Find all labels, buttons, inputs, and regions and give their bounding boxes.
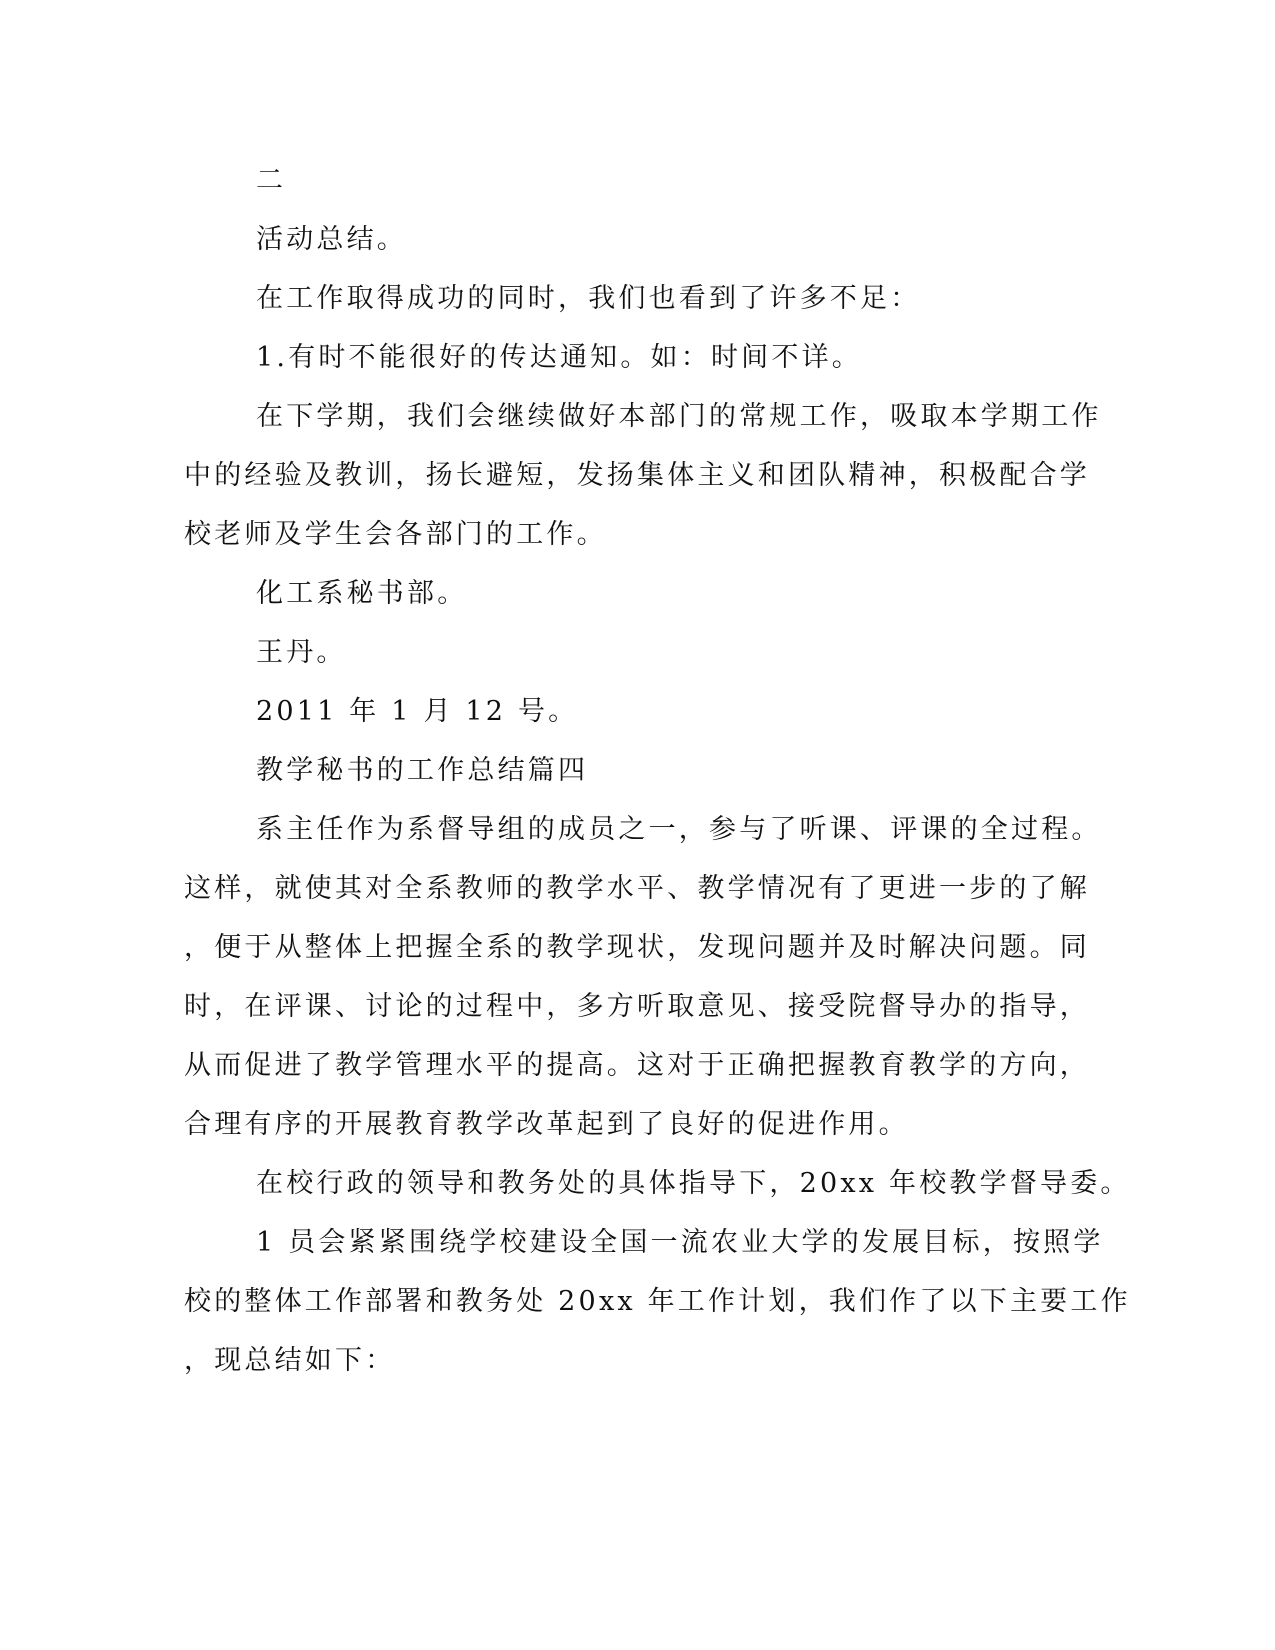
paragraph-line: 在校行政的领导和教务处的具体指导下，20xx 年校教学督导委。 (256, 1168, 1131, 1199)
signature-department: 化工系秘书部。 (256, 578, 468, 609)
paragraph-line: 合理有序的开展教育教学改革起到了良好的促进作用。 (184, 1109, 909, 1140)
list-item: 1.有时不能很好的传达通知。如：时间不详。 (256, 342, 862, 373)
section-title: 教学秘书的工作总结篇四 (256, 755, 589, 786)
paragraph-line: 校老师及学生会各部门的工作。 (184, 519, 607, 550)
paragraph-line: 校的整体工作部署和教务处 20xx 年工作计划，我们作了以下主要工作 (184, 1286, 1131, 1317)
paragraph-line: 这样，就使其对全系教师的教学水平、教学情况有了更进一步的了解 (184, 873, 1090, 904)
signature-date: 2011 年 1 月 12 号。 (256, 696, 579, 727)
paragraph-line: 活动总结。 (256, 224, 407, 255)
paragraph-line: 在下学期，我们会继续做好本部门的常规工作，吸取本学期工作 (256, 401, 1102, 432)
signature-name: 王丹。 (256, 637, 347, 668)
paragraph-line: 1 员会紧紧围绕学校建设全国一流农业大学的发展目标，按照学 (256, 1227, 1104, 1258)
paragraph-line: 在工作取得成功的同时，我们也看到了许多不足： (256, 283, 921, 314)
paragraph-line: 系主任作为系督导组的成员之一，参与了听课、评课的全过程。 (256, 814, 1102, 845)
paragraph-line: ，便于从整体上把握全系的教学现状，发现问题并及时解决问题。同 (184, 932, 1090, 963)
paragraph-line: 中的经验及教训，扬长避短，发扬集体主义和团队精神，积极配合学 (184, 460, 1090, 491)
section-number: 二 (256, 165, 287, 196)
paragraph-line: 从而促进了教学管理水平的提高。这对于正确把握教育教学的方向， (184, 1050, 1090, 1081)
paragraph-line: 时，在评课、讨论的过程中，多方听取意见、接受院督导办的指导， (184, 991, 1090, 1022)
paragraph-line: ，现总结如下： (184, 1345, 396, 1376)
